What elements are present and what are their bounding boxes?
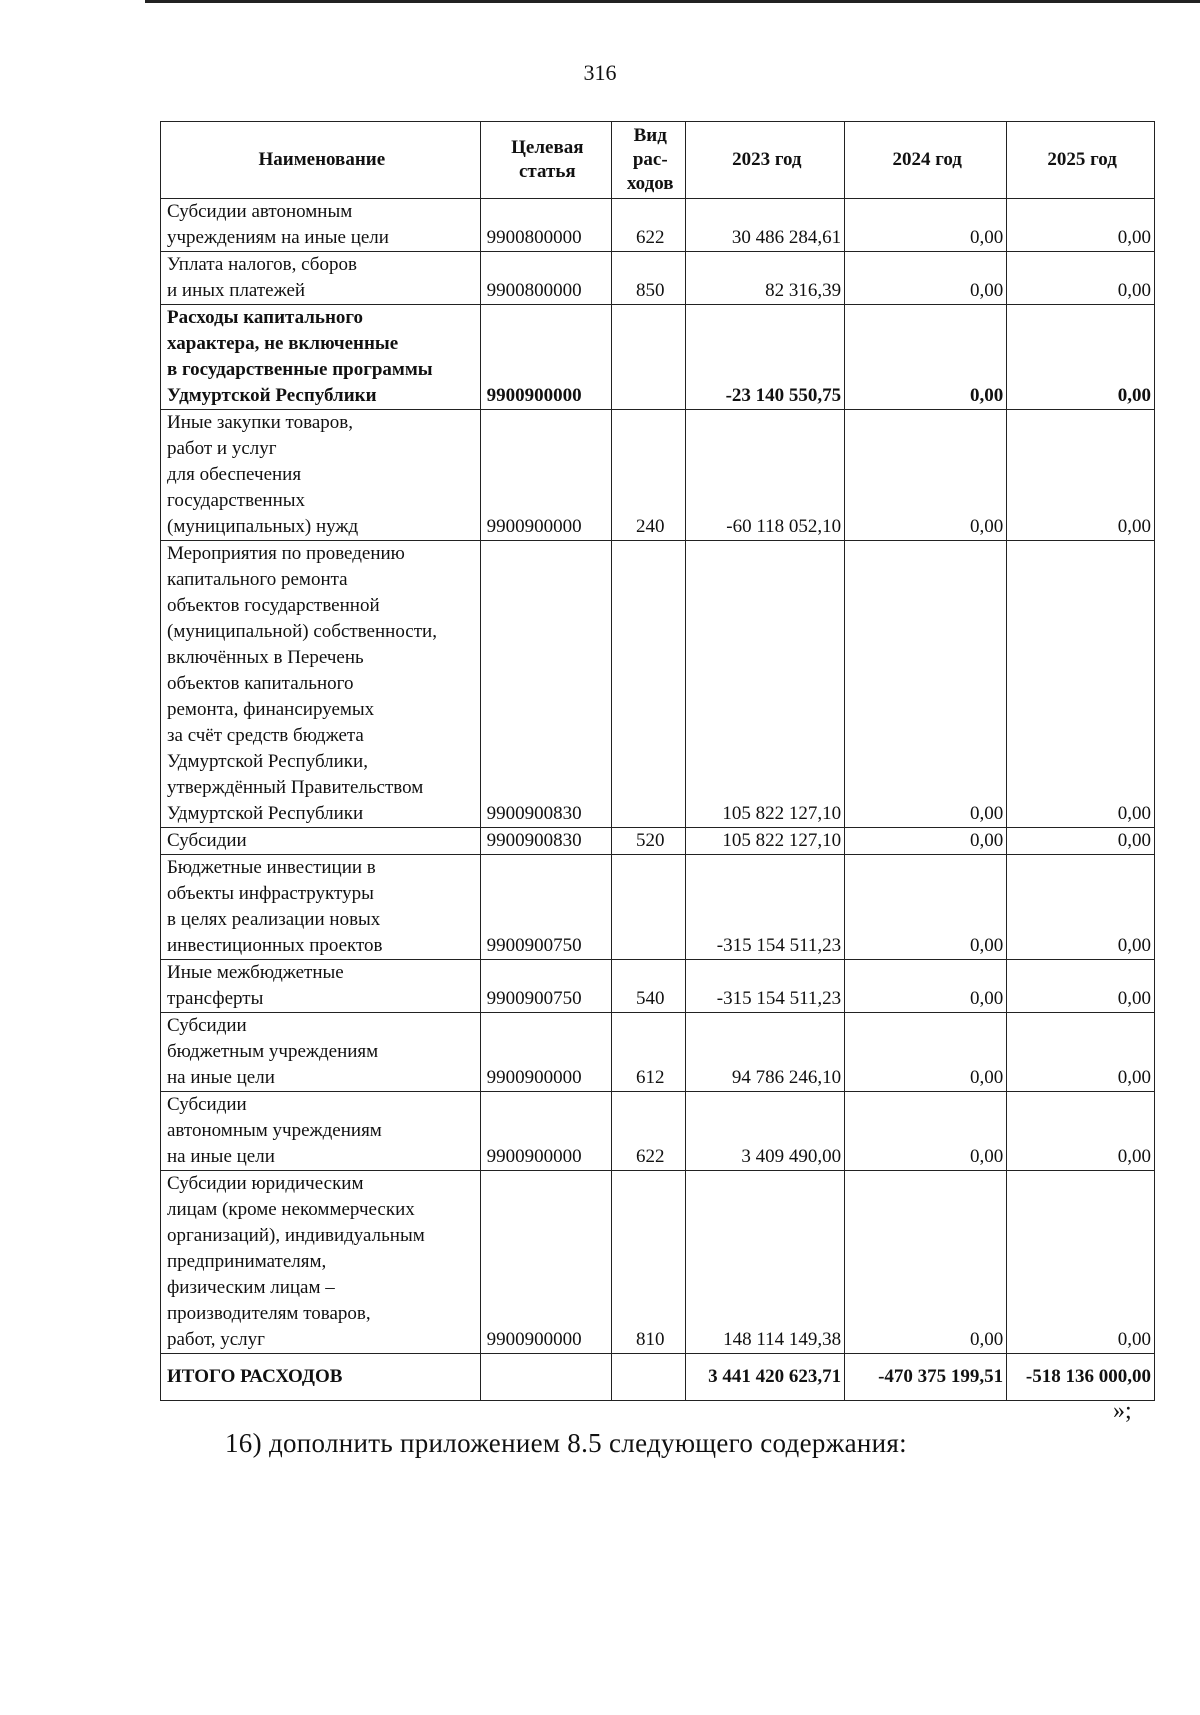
cell-name: Субсидии bbox=[161, 828, 481, 855]
table-row bbox=[161, 855, 1155, 960]
header-2024: 2024 год bbox=[845, 122, 1007, 199]
cell-name: Субсидии бюджетным учреждениям на иные цели bbox=[161, 1013, 481, 1092]
cell-kind bbox=[612, 855, 686, 960]
table-row bbox=[161, 1092, 1155, 1171]
cell-kind: 612 bbox=[612, 1013, 686, 1092]
cell-2023: 94 786 246,10 bbox=[686, 1013, 845, 1092]
cell-target: 9900900750 bbox=[480, 855, 611, 960]
table-header-row bbox=[161, 122, 1155, 199]
cell-2024: 0,00 bbox=[845, 855, 1007, 960]
total-code-empty bbox=[480, 1354, 611, 1401]
cell-kind: 622 bbox=[612, 199, 686, 252]
cell-target: 9900900000 bbox=[480, 305, 611, 410]
cell-2024: 0,00 bbox=[845, 1171, 1007, 1354]
cell-2024: 0,00 bbox=[845, 828, 1007, 855]
cell-name: Расходы капитального характера, не включенные в государственные программы Удмуртской Республики bbox=[161, 305, 481, 410]
header-target: Целевая статья bbox=[480, 122, 611, 199]
cell-2025: 0,00 bbox=[1007, 855, 1155, 960]
cell-name: Субсидии автономным учреждениям на иные цели bbox=[161, 199, 481, 252]
total-2024: -470 375 199,51 bbox=[845, 1354, 1007, 1401]
cell-name: Уплата налогов, сборов и иных платежей bbox=[161, 252, 481, 305]
page-number: 316 bbox=[583, 60, 617, 85]
table-row bbox=[161, 960, 1155, 1013]
cell-name: Иные закупки товаров, работ и услуг для обеспечения государственных (муниципальных) нужд bbox=[161, 410, 481, 541]
cell-kind bbox=[612, 305, 686, 410]
cell-2023: 105 822 127,10 bbox=[686, 828, 845, 855]
cell-2025: 0,00 bbox=[1007, 199, 1155, 252]
total-2023: 3 441 420 623,71 bbox=[686, 1354, 845, 1401]
cell-kind: 810 bbox=[612, 1171, 686, 1354]
header-kind: Вид рас-ходов bbox=[612, 122, 686, 199]
cell-target: 9900800000 bbox=[480, 199, 611, 252]
cell-2024: 0,00 bbox=[845, 1092, 1007, 1171]
total-label: ИТОГО РАСХОДОВ bbox=[161, 1354, 481, 1401]
cell-2025: 0,00 bbox=[1007, 305, 1155, 410]
cell-2025: 0,00 bbox=[1007, 1171, 1155, 1354]
cell-target: 9900900000 bbox=[480, 1092, 611, 1171]
cell-kind: 520 bbox=[612, 828, 686, 855]
cell-2023: -315 154 511,23 bbox=[686, 960, 845, 1013]
total-kind-empty bbox=[612, 1354, 686, 1401]
cell-2025: 0,00 bbox=[1007, 252, 1155, 305]
cell-2025: 0,00 bbox=[1007, 1092, 1155, 1171]
cell-target: 9900900830 bbox=[480, 828, 611, 855]
cell-2025: 0,00 bbox=[1007, 541, 1155, 828]
table-row bbox=[161, 1171, 1155, 1354]
header-2023: 2023 год bbox=[686, 122, 845, 199]
cell-2025: 0,00 bbox=[1007, 410, 1155, 541]
cell-target: 9900900000 bbox=[480, 1171, 611, 1354]
table-row bbox=[161, 828, 1155, 855]
cell-2025: 0,00 bbox=[1007, 1013, 1155, 1092]
cell-2023: 30 486 284,61 bbox=[686, 199, 845, 252]
cell-name: Бюджетные инвестиции в объекты инфраструктуры в целях реализации новых инвестиционных проектов bbox=[161, 855, 481, 960]
cell-target: 9900900750 bbox=[480, 960, 611, 1013]
cell-target: 9900900000 bbox=[480, 1013, 611, 1092]
cell-2024: 0,00 bbox=[845, 199, 1007, 252]
header-2025: 2025 год bbox=[1007, 122, 1155, 199]
total-2025: -518 136 000,00 bbox=[1007, 1354, 1155, 1401]
cell-2023: 82 316,39 bbox=[686, 252, 845, 305]
total-row bbox=[161, 1354, 1155, 1401]
cell-2023: 148 114 149,38 bbox=[686, 1171, 845, 1354]
cell-2023: -23 140 550,75 bbox=[686, 305, 845, 410]
cell-kind bbox=[612, 541, 686, 828]
cell-2024: 0,00 bbox=[845, 305, 1007, 410]
cell-name: Субсидии автономным учреждениям на иные цели bbox=[161, 1092, 481, 1171]
cell-target: 9900800000 bbox=[480, 252, 611, 305]
header-name: Наименование bbox=[161, 122, 481, 199]
table-row bbox=[161, 305, 1155, 410]
cell-kind: 240 bbox=[612, 410, 686, 541]
cell-2024: 0,00 bbox=[845, 1013, 1007, 1092]
budget-table bbox=[160, 121, 1155, 1401]
table-row bbox=[161, 410, 1155, 541]
cell-2023: -315 154 511,23 bbox=[686, 855, 845, 960]
cell-target: 9900900000 bbox=[480, 410, 611, 541]
cell-name: Иные межбюджетные трансферты bbox=[161, 960, 481, 1013]
table-row bbox=[161, 1013, 1155, 1092]
table-row bbox=[161, 252, 1155, 305]
cell-name: Субсидии юридическим лицам (кроме некоммерческих организаций), индивидуальным предпринимателям, физическим лицам – производителям товаров, работ, услуг bbox=[161, 1171, 481, 1354]
table-body bbox=[161, 199, 1155, 1354]
cell-2024: 0,00 bbox=[845, 410, 1007, 541]
cell-2024: 0,00 bbox=[845, 960, 1007, 1013]
cell-2023: 3 409 490,00 bbox=[686, 1092, 845, 1171]
cell-2023: -60 118 052,10 bbox=[686, 410, 845, 541]
cell-name: Мероприятия по проведению капитального ремонта объектов государственной (муниципальной) собственности, включённых в Перечень объектов капитального ремонта, финансируемых за счёт средств бюджета Удмуртской Республики, утверждённый Правительством Удмуртской Республики bbox=[161, 541, 481, 828]
page-top-rule bbox=[145, 0, 1200, 3]
cell-2024: 0,00 bbox=[845, 252, 1007, 305]
table-row bbox=[161, 541, 1155, 828]
cell-2024: 0,00 bbox=[845, 541, 1007, 828]
cell-target: 9900900830 bbox=[480, 541, 611, 828]
cell-2023: 105 822 127,10 bbox=[686, 541, 845, 828]
cell-2025: 0,00 bbox=[1007, 960, 1155, 1013]
cell-kind: 622 bbox=[612, 1092, 686, 1171]
cell-kind: 850 bbox=[612, 252, 686, 305]
cell-kind: 540 bbox=[612, 960, 686, 1013]
amendment-paragraph: 16) дополнить приложением 8.5 следующего содержания: bbox=[225, 1428, 907, 1458]
closing-quote: »; bbox=[1113, 1398, 1132, 1424]
cell-2025: 0,00 bbox=[1007, 828, 1155, 855]
table-row bbox=[161, 199, 1155, 252]
